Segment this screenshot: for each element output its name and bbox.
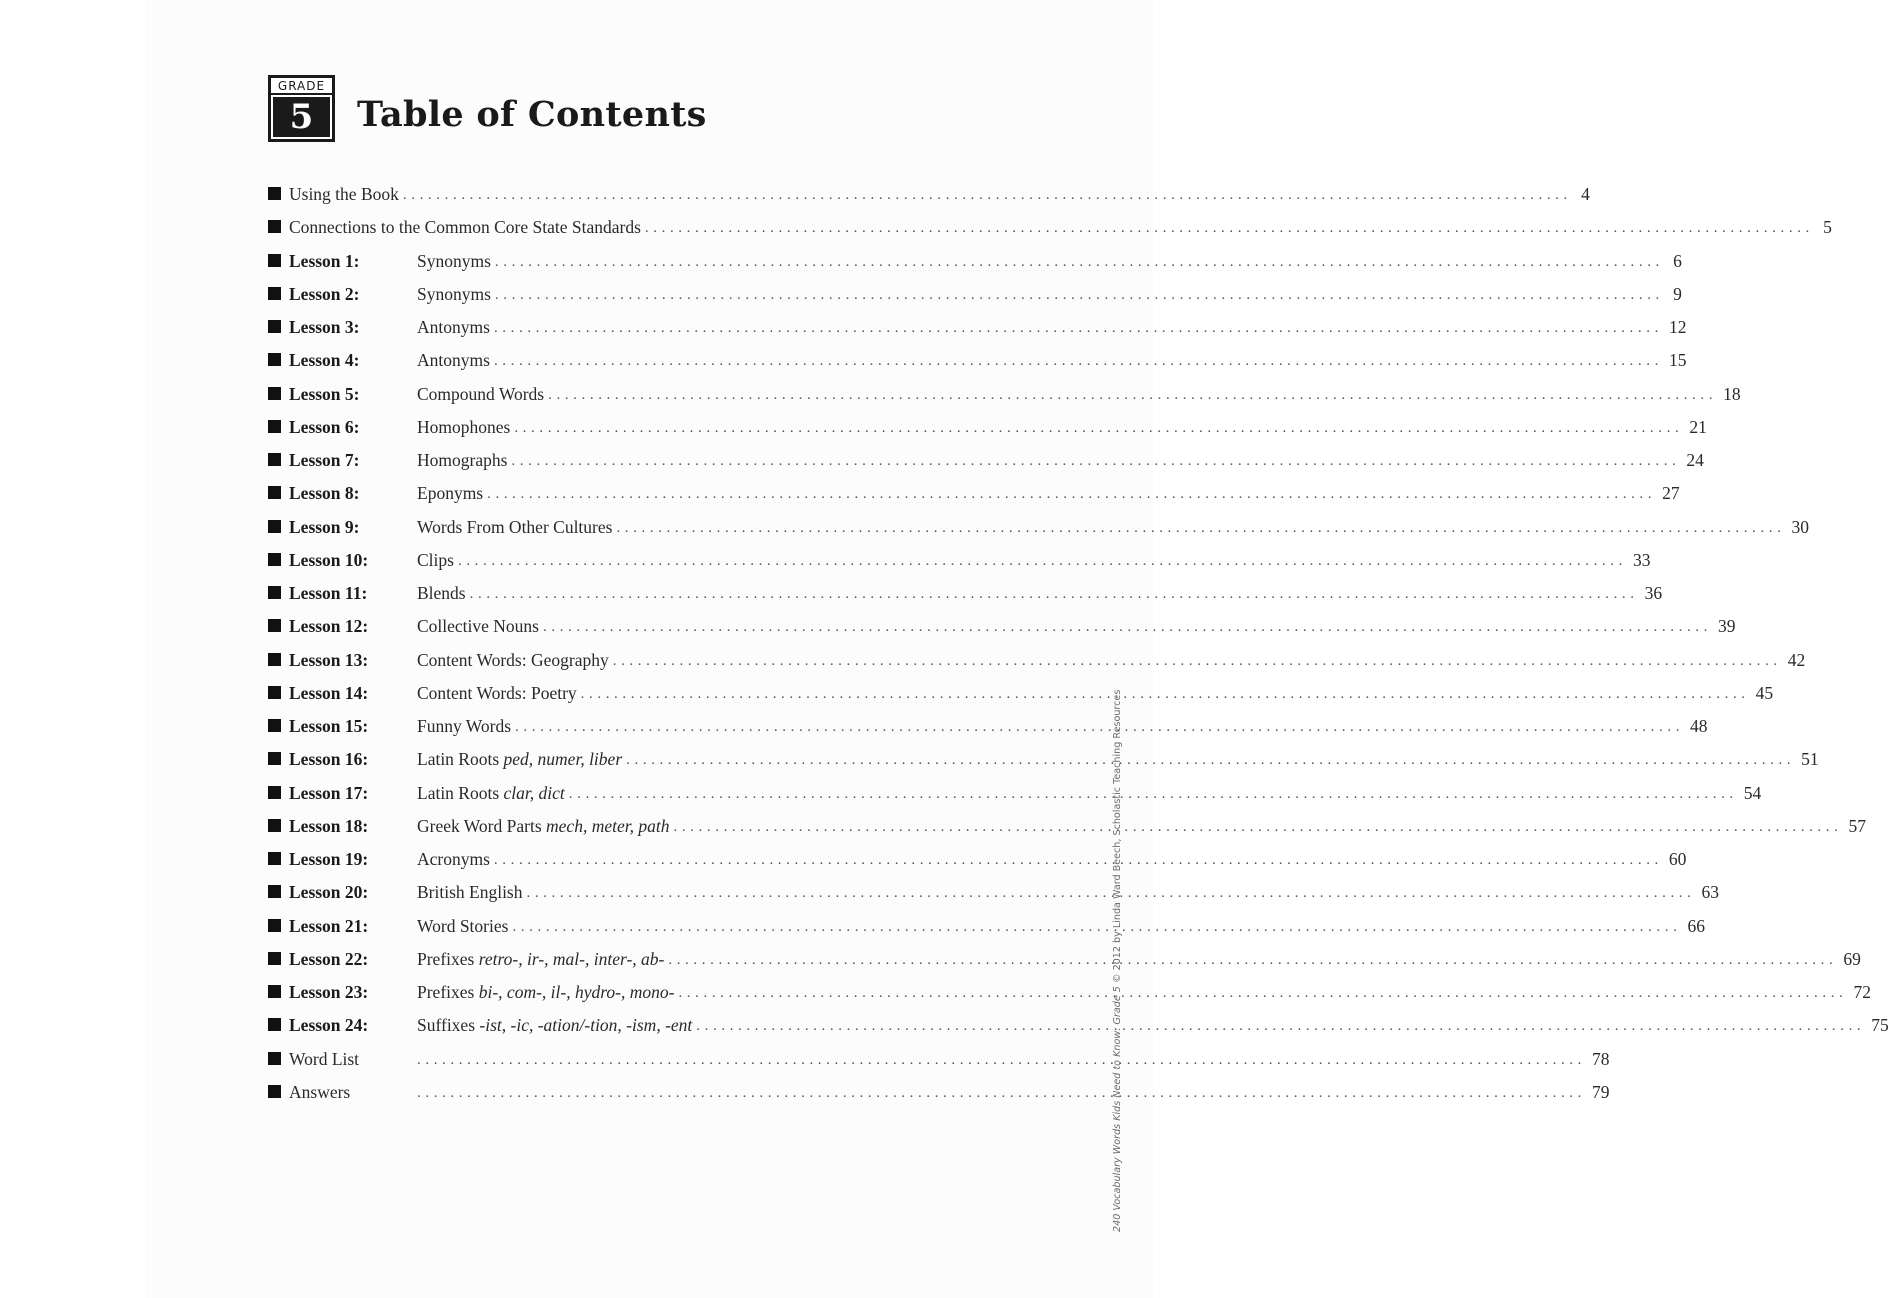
toc-page-number: 15	[1668, 350, 1687, 371]
toc-page-number: 12	[1668, 317, 1687, 338]
dot-leader: ............................................................................................................................................	[402, 187, 1572, 204]
lesson-title: Word Stories	[417, 915, 509, 936]
lesson-label: Lesson 10:	[289, 549, 369, 570]
bullet-square-icon	[268, 353, 281, 366]
toc-row-answers[interactable]	[268, 1076, 1610, 1109]
lesson-label: Lesson 3:	[289, 317, 360, 338]
dot-leader: ............................................................................................................................................	[678, 985, 1848, 1002]
bullet-square-icon	[268, 885, 281, 898]
dot-leader: ............................................................................................................................................	[612, 652, 1782, 669]
lesson-title: Clips	[417, 549, 454, 570]
dot-leader: ............................................................................................................................................	[515, 719, 1685, 736]
bullet-square-icon	[268, 786, 281, 799]
bullet-square-icon	[268, 420, 281, 433]
dot-leader: ............................................................................................................................................	[417, 1051, 1586, 1068]
dot-leader: ............................................................................................................................................	[494, 253, 1664, 270]
dot-leader: ............................................................................................................................................	[543, 619, 1712, 636]
toc-row-intro[interactable]	[268, 178, 1590, 211]
grade-badge	[268, 75, 335, 142]
page-title: Table of Contents	[357, 94, 707, 135]
bullet-square-icon	[268, 819, 281, 832]
lesson-title: Latin Roots clar, dict	[417, 782, 565, 803]
lesson-title: Prefixes bi-, com-, il-, hydro-, mono-	[417, 982, 675, 1003]
lesson-label: Lesson 20:	[289, 882, 369, 903]
toc-page-number: 24	[1686, 450, 1704, 471]
dot-leader: ............................................................................................................................................	[417, 1084, 1586, 1101]
bullet-square-icon	[268, 520, 281, 533]
lesson-title: Synonyms	[417, 250, 491, 271]
toc-page-number: 18	[1723, 383, 1741, 404]
toc-row-lesson[interactable]	[268, 677, 1774, 710]
bullet-square-icon	[268, 1018, 281, 1031]
toc-row-word-list[interactable]	[268, 1043, 1610, 1076]
toc-entry-text: Word List	[289, 1048, 360, 1069]
lesson-label: Lesson 14:	[289, 682, 369, 703]
lesson-title: Prefixes retro-, ir-, mal-, inter-, ab-	[417, 948, 665, 969]
toc-page-number: 6	[1673, 250, 1682, 271]
toc-row-lesson[interactable]	[268, 644, 1806, 677]
lesson-label: Lesson 23:	[289, 982, 369, 1003]
toc-entry-text: Using the Book	[289, 184, 399, 205]
toc-page-number: 36	[1644, 583, 1663, 604]
toc-page-number: 79	[1592, 1081, 1610, 1102]
toc-row-lesson[interactable]	[268, 910, 1705, 943]
bullet-square-icon	[268, 653, 281, 666]
lesson-title: Antonyms	[417, 350, 490, 371]
toc-page-number: 39	[1718, 616, 1736, 637]
grade-number: 5	[273, 97, 330, 137]
lesson-title: Acronyms	[417, 849, 490, 870]
lesson-title: Synonyms	[417, 283, 491, 304]
lesson-title: Latin Roots ped, numer, liber	[417, 749, 623, 770]
lesson-label: Lesson 17:	[289, 782, 369, 803]
dot-leader: ............................................................................................................................................	[494, 286, 1664, 303]
dot-leader: ............................................................................................................................................	[487, 486, 1657, 503]
bullet-square-icon	[268, 852, 281, 865]
toc-row-lesson[interactable]	[268, 743, 1819, 776]
bullet-square-icon	[268, 952, 281, 965]
lesson-title: Antonyms	[417, 317, 490, 338]
toc-page-number: 75	[1871, 1015, 1889, 1036]
toc-row-lesson[interactable]	[268, 278, 1682, 311]
toc-row-lesson[interactable]	[268, 976, 1871, 1009]
toc-row-lesson[interactable]	[268, 710, 1708, 743]
lesson-label: Lesson 18:	[289, 815, 369, 836]
lesson-title: Compound Words	[417, 383, 545, 404]
dot-leader: ............................................................................................................................................	[511, 453, 1681, 470]
toc-row-lesson[interactable]	[268, 477, 1680, 510]
bullet-square-icon	[268, 486, 281, 499]
toc-row-lesson[interactable]	[268, 344, 1687, 377]
bullet-square-icon	[268, 919, 281, 932]
dot-leader: ............................................................................................................................................	[548, 386, 1718, 403]
dot-leader: ............................................................................................................................................	[673, 818, 1843, 835]
lesson-label: Lesson 22:	[289, 948, 369, 969]
bullet-square-icon	[268, 453, 281, 466]
lesson-label: Lesson 4:	[289, 350, 360, 371]
toc-row-lesson[interactable]	[268, 444, 1704, 477]
bullet-square-icon	[268, 1085, 281, 1098]
bullet-square-icon	[268, 985, 281, 998]
dot-leader: ............................................................................................................................................	[526, 885, 1696, 902]
toc-row-lesson[interactable]	[268, 245, 1682, 278]
toc-page-number: 4	[1581, 184, 1590, 205]
toc-page-number: 69	[1843, 948, 1861, 969]
toc-row-intro[interactable]	[268, 211, 1832, 244]
toc-page-number: 57	[1848, 815, 1866, 836]
lesson-label: Lesson 16:	[289, 749, 369, 770]
grade-label: GRADE	[271, 78, 332, 95]
lesson-label: Lesson 6:	[289, 416, 360, 437]
lesson-title: Content Words: Geography	[417, 649, 609, 670]
bullet-square-icon	[268, 254, 281, 267]
copyright-credit: 240 Vocabulary Words Kids Need to Know: Grade 5 © 2012 by Linda Ward Beech, Scholastic Teaching Resources	[1112, 689, 1123, 1232]
toc-page-number: 42	[1787, 649, 1806, 670]
dot-leader: ............................................................................................................................................	[493, 353, 1663, 370]
lesson-label: Lesson 8:	[289, 483, 360, 504]
toc-row-lesson[interactable]	[268, 378, 1741, 411]
toc-page-number: 30	[1791, 516, 1809, 537]
toc-row-lesson[interactable]	[268, 610, 1736, 643]
toc-row-lesson[interactable]	[268, 1009, 1889, 1042]
toc-row-lesson[interactable]	[268, 810, 1866, 843]
lesson-label: Lesson 21:	[289, 915, 369, 936]
bullet-square-icon	[268, 387, 281, 400]
bullet-square-icon	[268, 719, 281, 732]
dot-leader: ............................................................................................................................................	[568, 785, 1738, 802]
dot-leader: ............................................................................................................................................	[512, 918, 1682, 935]
bullet-square-icon	[268, 220, 281, 233]
lesson-title: Words From Other Cultures	[417, 516, 613, 537]
lesson-label: Lesson 15:	[289, 716, 369, 737]
lesson-label: Lesson 7:	[289, 450, 360, 471]
bullet-square-icon	[268, 287, 281, 300]
lesson-label: Lesson 13:	[289, 649, 369, 670]
dot-leader: ............................................................................................................................................	[626, 752, 1796, 769]
toc-page-number: 27	[1662, 483, 1680, 504]
dot-leader: ............................................................................................................................................	[469, 586, 1639, 603]
dot-leader: ............................................................................................................................................	[668, 951, 1838, 968]
toc-row-lesson[interactable]	[268, 544, 1651, 577]
dot-leader: ............................................................................................................................................	[580, 685, 1750, 702]
dot-leader: ............................................................................................................................................	[696, 1018, 1866, 1035]
lesson-title: Homophones	[417, 416, 511, 437]
bullet-square-icon	[268, 586, 281, 599]
toc-page-number: 72	[1853, 982, 1871, 1003]
lesson-label: Lesson 9:	[289, 516, 360, 537]
dot-leader: ............................................................................................................................................	[457, 552, 1627, 569]
toc-entry-text: Answers	[289, 1081, 351, 1102]
dot-leader: ............................................................................................................................................	[616, 519, 1786, 536]
bullet-square-icon	[268, 320, 281, 333]
toc-page-number: 66	[1687, 915, 1705, 936]
dot-leader: ............................................................................................................................................	[644, 220, 1814, 237]
toc-row-lesson[interactable]	[268, 511, 1809, 544]
lesson-label: Lesson 1:	[289, 250, 360, 271]
toc-page-number: 33	[1632, 549, 1651, 570]
toc-row-lesson[interactable]	[268, 411, 1707, 444]
lesson-title: British English	[417, 882, 523, 903]
toc-page-number: 45	[1755, 682, 1774, 703]
dot-leader: ............................................................................................................................................	[493, 320, 1663, 337]
toc-row-lesson[interactable]	[268, 777, 1762, 810]
toc-entry-text: Connections to the Common Core State Standards	[289, 217, 641, 238]
lesson-title: Suffixes -ist, -ic, -ation/-tion, -ism, -ent	[417, 1015, 693, 1036]
lesson-title: Collective Nouns	[417, 616, 539, 637]
bullet-square-icon	[268, 686, 281, 699]
lesson-title: Eponyms	[417, 483, 484, 504]
bullet-square-icon	[268, 553, 281, 566]
toc-page-number: 78	[1592, 1048, 1610, 1069]
lesson-label: Lesson 19:	[289, 849, 369, 870]
toc-page-number: 54	[1743, 782, 1762, 803]
bullet-square-icon	[268, 187, 281, 200]
toc-row-lesson[interactable]	[268, 943, 1861, 976]
toc-page-number: 51	[1801, 749, 1819, 770]
lesson-title: Greek Word Parts mech, meter, path	[417, 815, 670, 836]
dot-leader: ............................................................................................................................................	[514, 419, 1684, 436]
lesson-title: Funny Words	[417, 716, 512, 737]
toc-row-lesson[interactable]	[268, 876, 1719, 909]
lesson-label: Lesson 11:	[289, 583, 368, 604]
lesson-label: Lesson 2:	[289, 283, 360, 304]
lesson-title: Homographs	[417, 450, 508, 471]
dot-leader: ............................................................................................................................................	[493, 852, 1663, 869]
bullet-square-icon	[268, 752, 281, 765]
lesson-label: Lesson 24:	[289, 1015, 369, 1036]
toc-page-number: 63	[1701, 882, 1719, 903]
bullet-square-icon	[268, 619, 281, 632]
toc-page-number: 9	[1673, 283, 1682, 304]
lesson-label: Lesson 12:	[289, 616, 369, 637]
lesson-title: Content Words: Poetry	[417, 682, 577, 703]
lesson-title: Blends	[417, 583, 466, 604]
toc-page-number: 48	[1690, 716, 1708, 737]
toc-page-number: 21	[1689, 416, 1707, 437]
toc-page-number: 60	[1668, 849, 1687, 870]
toc-row-lesson[interactable]	[268, 843, 1687, 876]
toc-row-lesson[interactable]	[268, 577, 1663, 610]
toc-page-number: 5	[1823, 217, 1832, 238]
toc-row-lesson[interactable]	[268, 311, 1687, 344]
lesson-label: Lesson 5:	[289, 383, 360, 404]
bullet-square-icon	[268, 1052, 281, 1065]
